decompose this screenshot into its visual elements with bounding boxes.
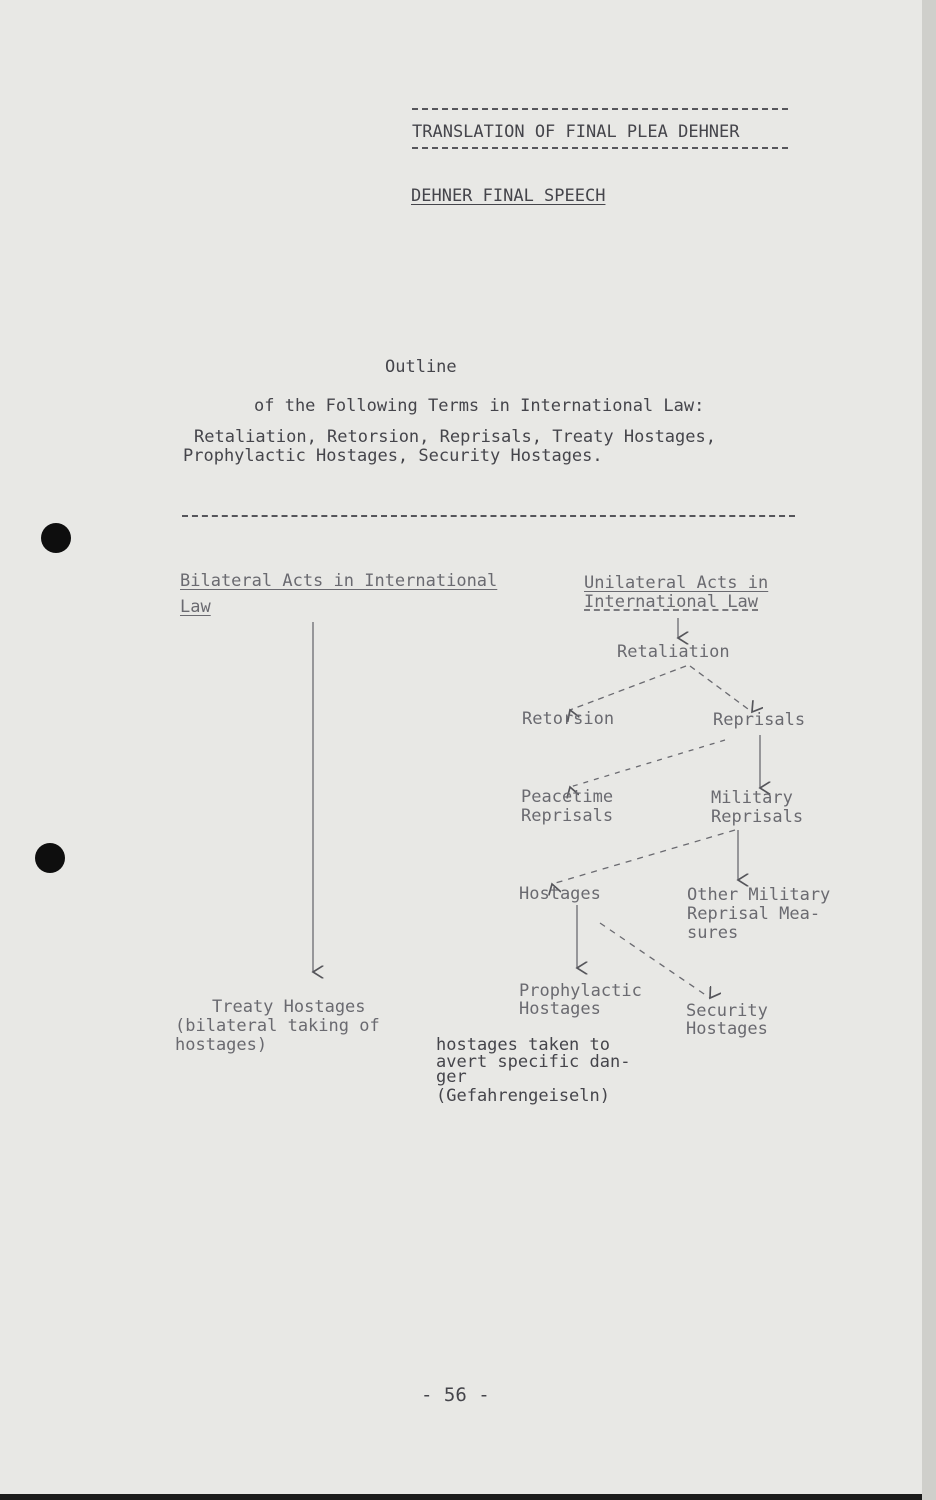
reprisals-node: Reprisals	[713, 710, 806, 730]
outline-heading: Outline	[385, 357, 457, 377]
prophylactic-hostages-node-2: Hostages	[519, 999, 601, 1019]
gefahr-note-3: ger	[436, 1067, 467, 1087]
page-edge	[922, 0, 936, 1500]
retaliation-node: Retaliation	[617, 642, 730, 662]
military-reprisals-node-2: Reprisals	[711, 807, 804, 827]
retaliation-to-retorsion-line	[570, 666, 686, 710]
gefahr-note-4: (Gefahrengeiseln)	[436, 1086, 610, 1106]
bilateral-acts-label-2: Law	[180, 597, 211, 617]
hostages-node: Hostages	[519, 884, 601, 904]
other-military-node-2: Reprisal Mea-	[687, 904, 821, 924]
document-title: TRANSLATION OF FINAL PLEA DEHNER	[412, 122, 740, 142]
security-hostages-node-2: Hostages	[686, 1019, 768, 1039]
outline-line-2: Retaliation, Retorsion, Reprisals, Treaty Hostages,	[194, 427, 716, 447]
document-subtitle: DEHNER FINAL SPEECH	[411, 186, 606, 206]
outline-line-3: Prophylactic Hostages, Security Hostages.	[183, 446, 603, 466]
unilateral-acts-label-1: Unilateral Acts in	[584, 573, 769, 593]
bilateral-acts-label-1: Bilateral Acts in International	[180, 571, 498, 591]
peacetime-reprisals-node-2: Reprisals	[521, 806, 614, 826]
retaliation-to-reprisals-line	[690, 666, 752, 712]
other-military-node-1: Other Military	[687, 885, 831, 905]
military-reprisals-node-1: Military	[711, 788, 793, 808]
prophylactic-hostages-node-1: Prophylactic	[519, 981, 642, 1001]
security-hostages-node-1: Security	[686, 1001, 768, 1021]
outline-line-1: of the Following Terms in International Law:	[254, 396, 705, 416]
other-military-node-3: sures	[687, 923, 739, 943]
unilateral-acts-label-2: International Law	[584, 592, 758, 612]
gefahr-note-2: avert specific dan-	[436, 1052, 631, 1072]
gefahr-note-1: hostages taken to	[436, 1035, 610, 1055]
treaty-hostages-node-1: Treaty Hostages	[212, 997, 366, 1017]
reprisals-to-peacetime-line	[570, 740, 725, 787]
treaty-hostages-node-3: hostages)	[175, 1035, 268, 1055]
page-number: - 56 -	[421, 1384, 490, 1406]
retorsion-node: Retorsion	[522, 709, 615, 729]
treaty-hostages-node-2: (bilateral taking of	[175, 1016, 380, 1036]
military-to-hostages-line	[552, 830, 735, 884]
peacetime-reprisals-node-1: Peacetime	[521, 787, 614, 807]
